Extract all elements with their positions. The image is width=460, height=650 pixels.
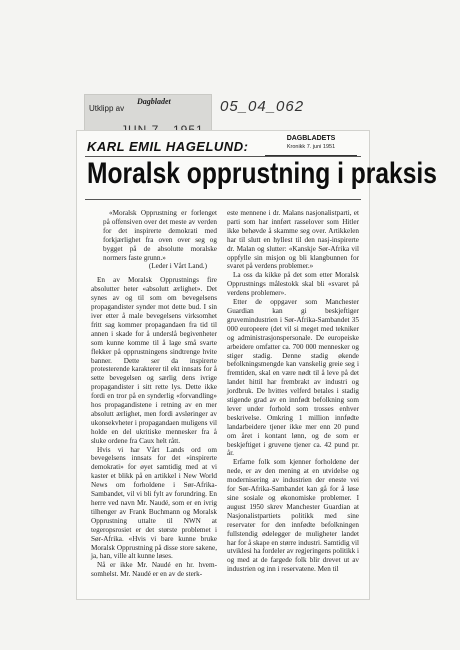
archive-number: 05_04_062 [220, 98, 305, 115]
left-paragraph-1: En av Moralsk Opprustnings fire absolutter heter «absolutt ærlighet». Det synes av og til som om bevegelsens propagandister synder mot dette bud. I sin iver etter å male bevegelsens virksomhet fritt sag kommer propagandaen fra tid til annen i skade for å underslå begivenheter som kunne komme til å lage små svarte flekker på opprustningens sindtrenge hvite banner. Dette ser da inspirerte protesterende karakterer til ekt innsats for å sette bevegelsen og særlig dens ivrige propagandister i sitt rette lys. Dette ikke fordi en tror på en synderlig «forvandling» hos propagandistene i retning av en mer absolutt ærlighet, men fordi avsløringer av ukonsekvheter i propagandaen muligens vil holde en del ukritiske mennesker fra å sluke ordene fra Caux helt rått. [91, 276, 217, 445]
right-column [227, 209, 359, 574]
slip-label: Utklipp av [89, 104, 125, 113]
article-headline: Moralsk opprustning i praksis [87, 157, 437, 190]
author-byline: KARL EMIL HAGELUND: [87, 139, 249, 154]
headline-divider [85, 199, 361, 200]
left-paragraph-3: Nå er ikke Mr. Naudé en hr. hvem-somhelst. Mr. Naudé er en av de sterk- [91, 561, 217, 579]
right-paragraph-1: este mennene i dr. Malans nasjonalistparti, et parti som har innført rasselover som Hitler ikke behøvde å skamme seg over. Artikkelen har til slutt en hyllest til den nasj-inspirerte dr. Malan og slutter: «Kanskje Sør-Afrika vil oppfylle sin misjon og bli klangbunnen for svaret på verdens problemer.» [227, 209, 359, 271]
intro-signoff: (Leder i Vårt Land.) [148, 262, 207, 271]
masthead-name: DAGBLADETS [286, 135, 336, 142]
newspaper-masthead-box [265, 135, 357, 156]
right-paragraph-4: Erfarne folk som kjenner forholdene der nede, er av den mening at en utvidelse og modernisering av industrien der eneste vei for Sør-Afrika-Sambandet kan gå for å løse sine sosiale og økonomiske problemer. I august 1950 skrev Manchester Guardian at Nasjonalistpartiets politikk med sine reservater for den innfødte befolkningen fullstendig ødelegger de muligheter landet har for å skape en større industri. Samtidig vil utviklesi ha fordeler av regjeringens politikk i og med at de fargede folk blir drevet ut av industrien og inn i reservatene. Men til [227, 458, 359, 574]
left-column [91, 209, 217, 579]
newspaper-clipping [76, 130, 437, 600]
right-paragraph-3: Etter de oppgaver som Manchester Guardian kan gi beskjeftiger gruvemindustrien i Sør-Afrika-Sambandet 35 000 europeere (det vil si meget med tekniker og administrasjonspersonale. De europeiske arbeidere omfatter ca. 700 000 mennesker og stiger stadig. Denne stadig økende befolkningsmengde kan vanskelig greie seg i fremtiden, skal en være nødt til å leve på det landet hittil har frembrakt av industri og jordbruk. De hvittes velferd betales i stadig stigende grad av en innfødt befolkning som lever under forhold som trosses enhver beskrivelse. Omkring 1 million innfødte landarbeidere tjener ikke mer enn 20 pund om året i kontant lønn, og de som er beskjeftiget i gruvene tjener ca. 42 pund pr. år. [227, 298, 359, 458]
intro-quote: «Moralsk Opprustning er forlenget på offensiven over det meste av verden for det inspirerte demokrati med forkjærlighet fra oven over seg og bygget på de absolutte moralske normers faste grunn.» [103, 209, 217, 262]
masthead-date: Kronikk 7. juni 1951 [286, 144, 336, 150]
left-paragraph-2: Hvis vi har Vårt Lands ord om bevegelsens innsats for det «inspirerte demokrati» for øyet samtidig med at vi kaster et blikk på en artikkel i New World News om forholdene i Sør-Afrika-Sambandet, vil vi bli fylt av forundring. En herre ved navn Mr. Naudé, som er en ivrig tilhenger av Frank Buchmann og Moralsk Opprustning uttalte til NWN at tegeropsrosiet er det største problemet i Sør-Afrika. «Hvis vi bare kunne bruke Moralsk Opprustning på disse store sakene, ja, han, ville alt kunne løses. [91, 445, 217, 561]
right-paragraph-2: La oss da kikke på det som etter Moralsk Opprustnings målestokk skal bli «svaret på verdens problemer». [227, 271, 359, 298]
slip-newspaper-name: Dagbladet [137, 97, 171, 106]
